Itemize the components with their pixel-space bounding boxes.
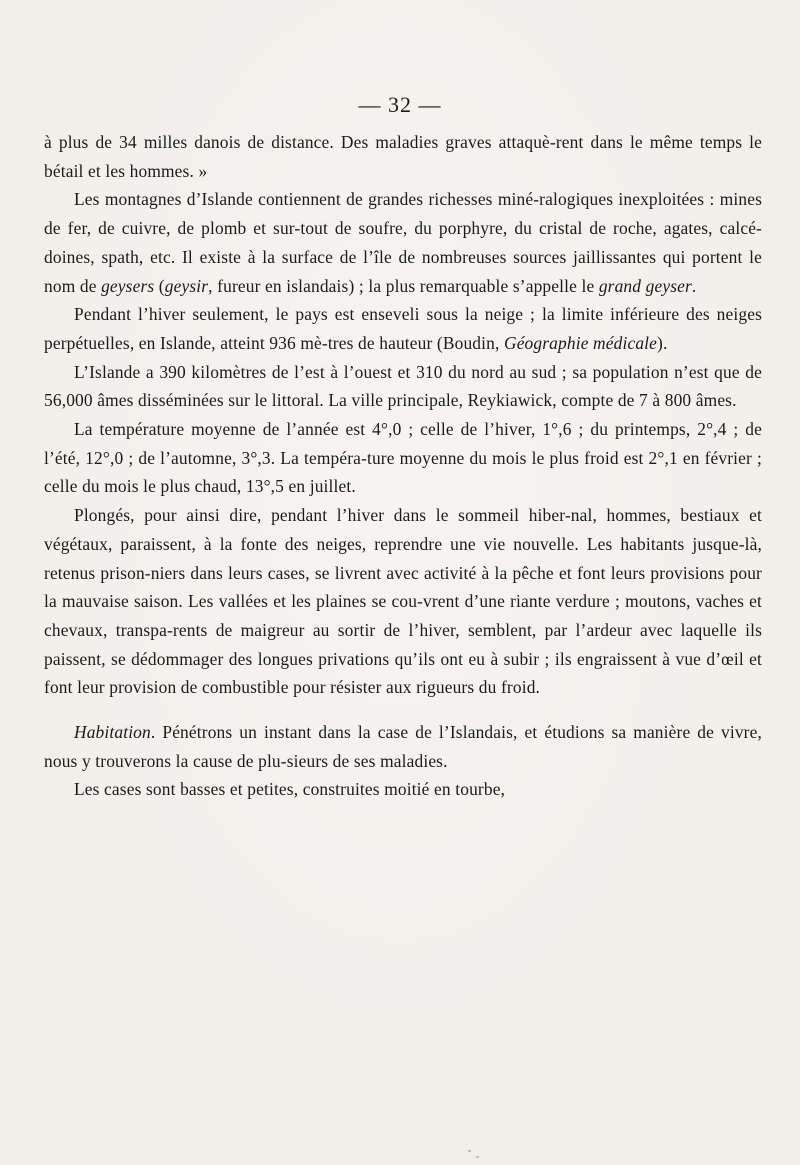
paragraph [44,128,762,185]
italic-term: grand geyser [598,275,692,296]
text-segment: Les montagnes d’Islande contiennent de grandes richesses miné-ralogiques inexploitées : mines de fer, de cuivre, de plomb et sur-tout de soufre, du porphyre, du cristal de roche, agates, calcé-doines, spath, etc. Il existe à la surface de l’île de nombreuses sources jaillissantes qui portent le nom de [44,189,762,296]
text-segment: Pendant l’hiver seulement, le pays est enseveli sous la neige ; la limite inférieure des neiges perpétuelles, en Islande, atteint 936 mè-tres de hauteur (Boudin, [44,304,762,353]
body-text [44,128,762,804]
text-segment: à plus de 34 milles danois de distance. Des maladies graves attaquè-rent dans le même temps le bétail et les hommes. » [44,132,762,181]
text-segment: ( [154,275,165,296]
text-segment: La température moyenne de l’année est 4°,0 ; celle de l’hiver, 1°,6 ; du printemps, 2°,4 ; de l’été, 12°,0 ; de l’automne, 3°,3. La tempéra-ture moyenne du mois le plus froid est 2°,1 en février ; celle du mois le plus chaud, 13°,5 en juillet. [44,419,762,497]
text-segment: . [691,275,697,296]
text-segment: . Pénétrons un instant dans la case de l’Islandais, et étudions sa manière de vivre, nous y trouverons la cause de plu-sieurs de ses maladies. [44,722,762,771]
italic-citation: Géographie médicale [503,332,658,353]
text-segment: Plongés, pour ainsi dire, pendant l’hiver dans le sommeil hiber-nal, hommes, bestiaux et végétaux, paraissent, à la fonte des neiges, reprendre une vie nouvelle. Les habitants jusque-là, retenus prison-niers dans leurs cases, se livrent avec activité à la pêche et font leurs provisions pour la mauvaise saison. Les vallées et les plaines se cou-vrent d’une riante verdure ; moutons, vaches et chevaux, transpa-rents de maigreur au sortir de l’hiver, semblent, par l’ardeur avec laquelle ils paissent, se dédommager des longues privations qu’ils ont eu à subir ; ils engraissent à vue d’œil et font leur provision de combustible pour résister aux rigueurs du froid. [44,505,762,698]
section-heading: Habitation [74,722,151,743]
italic-term: geysir [164,275,209,296]
paper-speck [468,1150,471,1152]
page-number: — 32 — [358,92,442,117]
text-segment: ). [657,332,668,353]
paper-speck [476,1156,479,1158]
paragraph [44,300,762,357]
paragraph [44,775,762,804]
paragraph [44,185,762,300]
text-segment: , fureur en islandais) ; la plus remarquable s’appelle le [208,275,599,296]
paragraph [44,501,762,702]
paragraph [44,358,762,415]
italic-term: geysers [101,275,155,296]
paragraph-section-start [44,718,762,775]
paragraph [44,415,762,501]
text-segment: Les cases sont basses et petites, construites moitié en tourbe, [74,779,506,800]
text-segment: L’Islande a 390 kilomètres de l’est à l’ouest et 310 du nord au sud ; sa population n’est que de 56,000 âmes disséminées sur le littoral. La ville principale, Reykiawick, compte de 7 à 800 âmes. [44,361,762,411]
